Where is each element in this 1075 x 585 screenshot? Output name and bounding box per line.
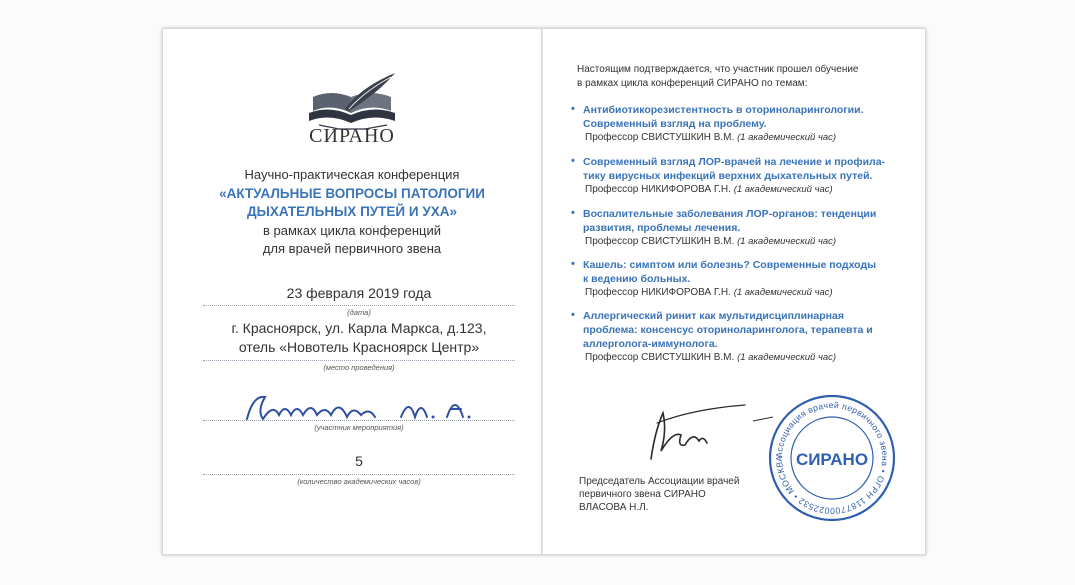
place-caption: (место проведения): [323, 363, 395, 372]
topic-title-line: Воспалительные заболевания ЛОР-органов: тенденции: [583, 208, 877, 220]
page-fold: [541, 29, 543, 554]
hours-value: 5: [355, 453, 363, 469]
conference-cycle-line: в рамках цикла конференций: [263, 223, 441, 238]
date-dotted-line: [203, 305, 515, 306]
bullet-icon: •: [571, 155, 575, 167]
participant-dotted-line: [203, 420, 515, 421]
stamp-center-text: СИРАНО: [795, 450, 869, 469]
intro-line1: Настоящим подтверждается, что участник прошел обучение: [577, 64, 859, 75]
topic-item: [571, 258, 901, 300]
place-value-line2: отель «Новотель Красноярск Центр»: [238, 339, 480, 355]
conference-title-line2: ДЫХАТЕЛЬНЫХ ПУТЕЙ И УХА»: [247, 204, 457, 219]
topic-title-line: Современный взгляд на проблему.: [583, 118, 767, 130]
conference-title-line1: «АКТУАЛЬНЫЕ ВОПРОСЫ ПАТОЛОГИИ: [219, 186, 485, 201]
confirmation-intro: [577, 63, 897, 91]
stamp-ring-text: Ассоциация врачей первичного звена • ОГРН 1187700022532 • МОСКВА: [773, 399, 891, 517]
topic-title-line: Кашель: симптом или болезнь? Современные подходы: [583, 259, 877, 271]
chairman-name: ВЛАСОВА Н.Л.: [579, 502, 649, 513]
date-value: 23 февраля 2019 года: [286, 285, 432, 301]
chairman-line1: Председатель Ассоциации врачей: [579, 476, 740, 487]
topic-title-line: Антибиотикорезистентность в оториноларингологии.: [583, 104, 864, 116]
book-quill-logo-icon: [299, 69, 409, 133]
hours-dotted-line: [203, 474, 515, 475]
topic-item: [571, 309, 901, 365]
conference-audience-line: для врачей первичного звена: [262, 241, 442, 256]
bullet-icon: •: [571, 207, 575, 219]
topic-professor: Профессор СВИСТУШКИН В.М. (1 академический час): [585, 352, 837, 363]
brand-name: СИРАНО: [309, 125, 395, 147]
topic-title-line: проблема: консенсус оториноларинголога, терапевта и: [583, 324, 873, 336]
topic-professor: Профессор СВИСТУШКИН В.М. (1 академический час): [585, 132, 837, 143]
bullet-icon: •: [571, 103, 575, 115]
topic-item: [571, 155, 901, 197]
bullet-icon: •: [571, 258, 575, 270]
participant-caption: (участник мероприятия): [314, 423, 404, 432]
certificate-card: [162, 28, 926, 555]
place-value-line1: г. Красноярск, ул. Карла Маркса, д.123,: [231, 320, 487, 336]
topic-professor: Профессор НИКИФОРОВА Г.Н. (1 академический час): [585, 287, 833, 298]
hours-caption: (количество академических часов): [297, 477, 421, 486]
conference-subtitle: Научно-практическая конференция: [244, 167, 460, 182]
topic-professor: Профессор НИКИФОРОВА Г.Н. (1 академический час): [585, 184, 833, 195]
bullet-icon: •: [571, 309, 575, 321]
topic-item: [571, 103, 901, 145]
chairman-signature: [633, 401, 783, 465]
intro-line2: в рамках цикла конференций СИРАНО по темам:: [577, 78, 808, 89]
topic-title-line: развития, проблемы лечения.: [583, 222, 741, 234]
topic-title-line: Современный взгляд ЛОР-врачей на лечение и профила-: [583, 156, 886, 168]
topic-professor: Профессор СВИСТУШКИН В.М. (1 академический час): [585, 236, 837, 247]
chairman-line2: первичного звена СИРАНО: [579, 489, 706, 500]
topic-title-line: аллерголога-иммунолога.: [583, 338, 718, 350]
place-dotted-line: [203, 360, 515, 361]
topic-title-line: тику вирусных инфекций верхних дыхательных путей.: [583, 170, 873, 182]
topic-title-line: Аллергический ринит как мультидисциплинарная: [583, 310, 844, 322]
topic-title-line: к ведению больных.: [583, 273, 691, 285]
topic-item: [571, 207, 901, 249]
chairman-block: [579, 475, 779, 514]
association-stamp: [767, 393, 897, 523]
date-caption: (дата): [347, 308, 371, 317]
